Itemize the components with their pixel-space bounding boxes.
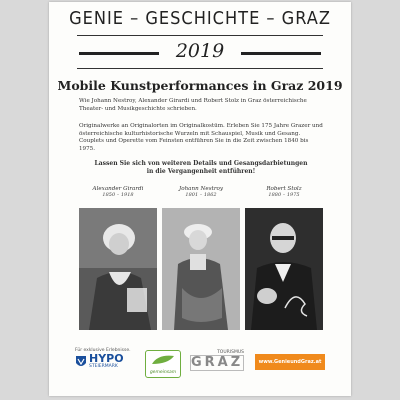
orange-logo-text: www.GenieundGraz.at [258,359,322,365]
year-rule-right [241,52,321,55]
tourism-label: TOURISMUS [217,350,244,355]
photo-stolz-image [245,208,323,330]
person-dates: 1801 – 1862 [185,192,217,198]
cta-line-1: Lassen Sie sich von weiteren Details und Gesangsdarbietungen [94,160,308,167]
hypo-shield-icon [75,355,87,369]
year-row [49,42,351,64]
person-dates: 1850 – 1918 [102,192,134,198]
flyer-page [49,2,351,396]
masthead: GENIE – GESCHICHTE – GRAZ [69,8,331,29]
photo-nestroy [162,208,240,330]
person-girardi [79,186,157,198]
sponsor-logos [49,348,351,388]
photo-girardi-image [79,208,157,330]
green-logo-text: gemeinsam [149,370,177,375]
graz-name: GRAZ [191,355,244,370]
photo-stolz [245,208,323,330]
year: 2019 [175,40,225,62]
hypo-name: HYPO [89,352,124,365]
green-logo [145,350,181,378]
photo-nestroy-image [162,208,240,330]
cta-line-2: in die Vergangenheit entführen! [146,167,256,175]
person-dates: 1880 – 1975 [268,192,300,198]
person-stolz [245,186,323,198]
intro-paragraph: Wie Johann Nestroy, Alexander Girardi und Robert Stolz in Graz österreichische Theater- und Musikgeschichte schrieben. [79,98,307,112]
orange-web-logo [255,354,325,370]
hypo-tagline: Für exklusive Erlebnisse. [75,348,131,353]
leaf-icon [148,354,178,366]
person-name: Robert Stolz [266,186,302,192]
masthead-rule [77,35,323,36]
photo-girardi [79,208,157,330]
year-rule-bottom [77,68,323,69]
person-name: Alexander Girardi [92,186,144,192]
hypo-sub: STEIERMARK [89,364,118,369]
hypo-logo [75,348,131,369]
person-nestroy [162,186,240,198]
person-name: Johann Nestroy [178,186,224,192]
page-title: Mobile Kunstperformances in Graz 2019 [57,78,343,93]
call-to-action [79,160,323,175]
graz-tourism-logo [190,350,244,371]
body-paragraph: Originalwerke an Originalorten im Originalkostüm. Erleben Sie 175 Jahre Grazer und österreichische kulturhistorische Wurzeln mit Schauspiel, Musik und Gesang. Couplets und Operette vom Feinsten entführen Sie in die Zeit zwischen 1840 bis 1975. [79,123,323,152]
